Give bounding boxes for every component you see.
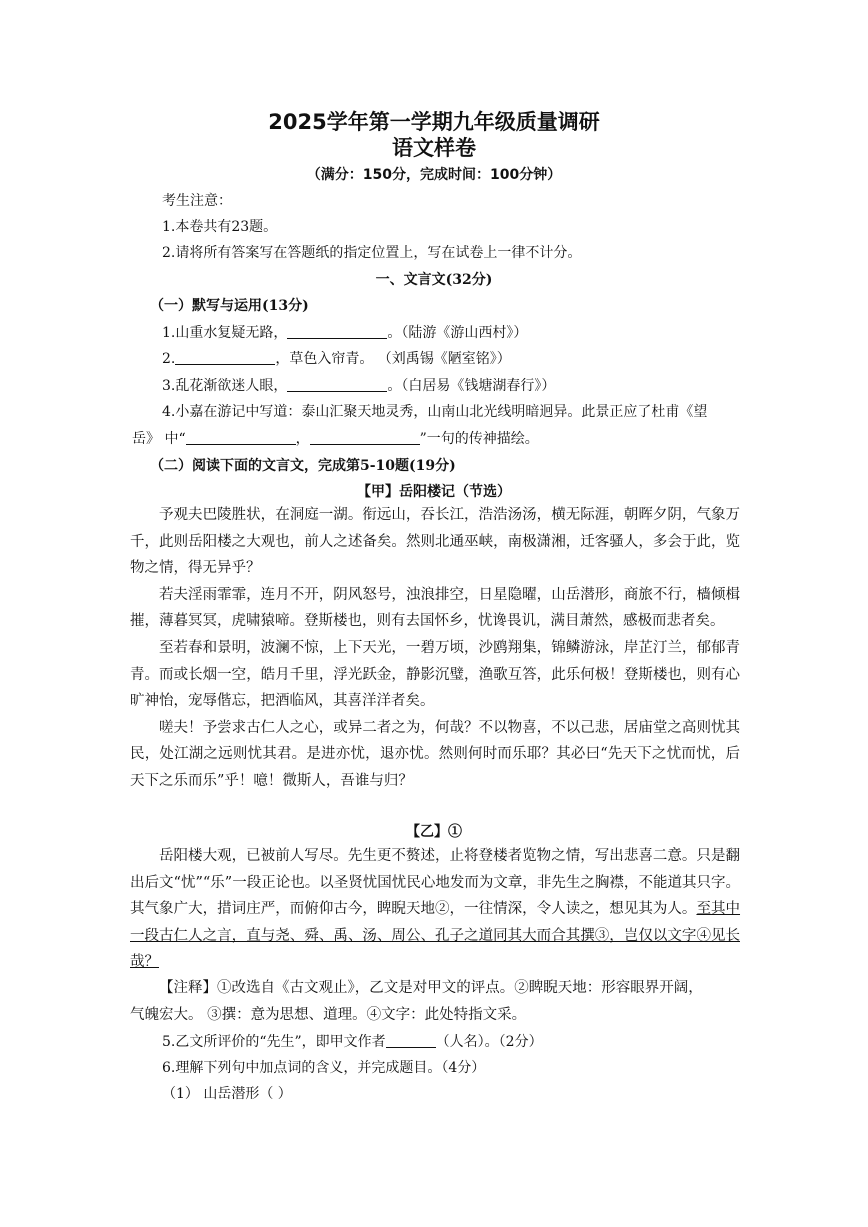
passage-yi-paragraph <box>130 843 740 976</box>
question-1-suffix: 。（陆游《游山西村》） <box>387 325 528 341</box>
exam-title: 2025学年第一学期九年级质量调研 <box>268 110 600 134</box>
question-4-prefix: 岳》 中“ <box>132 431 186 447</box>
annotations <box>130 975 740 1028</box>
notice-item-1: 1.本卷共有23题。 <box>162 219 278 235</box>
part-1-title: （一）默写与运用(13分) <box>150 298 309 314</box>
exam-info: （满分：150分，完成时间：100分钟） <box>306 167 562 183</box>
question-6-item-1: （1） 山岳潜形（ ） <box>162 1086 292 1102</box>
answer-blank[interactable] <box>310 430 420 445</box>
question-1 <box>162 322 527 342</box>
section-1-title: 一、文言文(32分) <box>375 272 493 288</box>
question-3 <box>162 375 555 395</box>
answer-blank[interactable] <box>287 324 387 339</box>
question-2-suffix: ，草色入帘青。 （刘禹锡《陋室铭》） <box>275 351 511 367</box>
passage-jia-paragraph-1: 予观夫巴陵胜状，在洞庭一湖。衔远山，吞长江，浩浩汤汤，横无际涯，朝晖夕阴，气象万千，此则岳阳楼之大观也，前人之述备矣。然则北通巫峡，南极潇湘，迁客骚人，多会于此，览物之情，得无异乎？ <box>130 507 740 577</box>
question-4-separator: ， <box>295 431 310 447</box>
answer-blank[interactable] <box>175 350 275 365</box>
notice-item-2: 2.请将所有答案写在答题纸的指定位置上，写在试卷上一律不计分。 <box>162 245 582 261</box>
notice-heading: 考生注意： <box>162 193 232 209</box>
passage-jia <box>130 502 740 795</box>
exam-subject: 语文样卷 <box>392 136 476 160</box>
question-2 <box>162 348 511 368</box>
passage-jia-paragraph-2: 若夫淫雨霏霏，连月不开，阴风怒号，浊浪排空，日星隐曜，山岳潜形，商旅不行，樯倾楫摧，薄暮冥冥，虎啸猿啼。登斯楼也，则有去国怀乡，忧谗畏讥，满目萧然，感极而悲者矣。 <box>130 586 740 630</box>
passage-yi-text: 岳阳楼大观，已被前人写尽。先生更不赘述，止将登楼者览物之情，写出悲喜二意。只是翻出后文“忧”“乐”一段正论也。以圣贤忧国忧民心地发而为文章，非先生之胸襟，不能道其只字。其气象广大，措词庄严，而俯仰古今，睥睨天地②，一往情深，令人读之，想见其为人。 <box>130 848 740 918</box>
question-4-line-1: 4.小嘉在游记中写道：泰山汇聚天地灵秀，山南山北光线明暗迥异。此景正应了杜甫《望 <box>162 404 708 420</box>
question-5-suffix: （人名）。（2分） <box>435 1034 543 1050</box>
question-2-prefix: 2. <box>162 351 176 367</box>
question-4-suffix: ”一句的传神描绘。 <box>419 431 539 447</box>
question-1-prefix: 1.山重水复疑无路， <box>162 325 288 341</box>
passage-yi-underlined-sentence: 至其中一段古仁人之言，直与尧、舜、禹、汤、周公、孔子之道同其大而合其撰③，岂仅以文字④见长哉？ <box>130 901 741 971</box>
question-3-prefix: 3.乱花渐欲迷人眼， <box>162 378 288 394</box>
answer-blank[interactable] <box>386 1033 436 1048</box>
question-4-line-2 <box>132 428 539 448</box>
passage-jia-title: 【甲】岳阳楼记（节选） <box>357 484 511 500</box>
passage-yi-title: 【乙】① <box>406 824 462 840</box>
annotation-line-1: 【注释】①改选自《古文观止》，乙文是对甲文的评点。②睥睨天地：形容眼界开阔， <box>159 980 703 996</box>
question-5 <box>162 1031 543 1051</box>
question-5-prefix: 5.乙文所评价的“先生”，即甲文作者 <box>162 1034 386 1050</box>
part-2-title: （二）阅读下面的文言文，完成第5-10题(19分) <box>150 458 456 474</box>
answer-blank[interactable] <box>287 377 387 392</box>
passage-jia-paragraph-4: 嗟夫！予尝求古仁人之心，或异二者之为，何哉？不以物喜，不以己悲，居庙堂之高则忧其民，处江湖之远则忧其君。是进亦忧，退亦忧。然则何时而乐耶？其必曰“先天下之忧而忧，后天下之乐而乐”乎！噫！微斯人，吾谁与归？ <box>130 719 740 789</box>
annotation-line-2: 气魄宏大。 ③撰：意为思想、道理。④文字：此处特指文采。 <box>130 1006 527 1023</box>
passage-jia-paragraph-3: 至若春和景明，波澜不惊，上下天光，一碧万顷，沙鸥翔集，锦鳞游泳，岸芷汀兰，郁郁青青。而或长烟一空，皓月千里，浮光跃金，静影沉璧，渔歌互答，此乐何极！登斯楼也，则有心旷神怡，宠辱偕忘，把酒临风，其喜洋洋者矣。 <box>130 639 740 710</box>
question-6: 6.理解下列句中加点词的含义，并完成题目。（4分） <box>162 1060 486 1076</box>
question-3-suffix: 。（白居易《钱塘湖春行》） <box>387 378 556 394</box>
passage-yi <box>130 843 740 976</box>
answer-blank[interactable] <box>186 430 296 445</box>
